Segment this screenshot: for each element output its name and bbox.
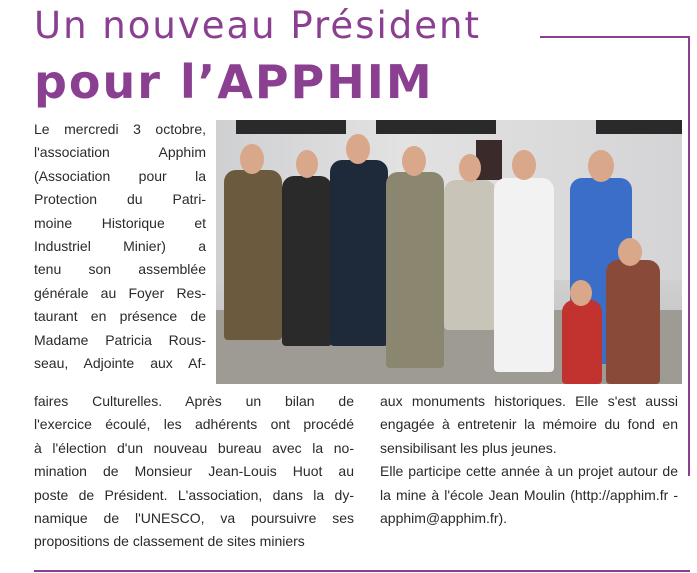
bottom-left-line: faires Culturelles. Après un bilan de [34, 393, 354, 409]
left-line: l'association Apphim [34, 144, 206, 161]
bottom-left-line: propositions de classement de sites miniers [34, 533, 305, 550]
bottom-left-line: poste de Président. L'association, dans la dy- [34, 486, 354, 503]
paragraph: aux monuments historiques. Elle s'est aussi engagée à entretenir la mémoire du fond en sensibilisant les plus jeunes. [380, 393, 678, 456]
left-line: taurant en présence de [34, 308, 206, 325]
bottom-left-text [34, 390, 354, 554]
bottom-left-line: mination de Monsieur Jean-Louis Huot au [34, 463, 354, 480]
left-line: (Association pour la [34, 167, 206, 184]
left-line: seau, Adjointe aux Af- [34, 355, 206, 372]
bottom-left-line: namique de l'UNESCO, va poursuivre ses [34, 510, 354, 527]
title-rule [540, 36, 690, 38]
left-line: moine Historique et [34, 214, 206, 231]
bottom-left-line: à l'élection d'un nouveau bureau avec la no- [34, 439, 354, 456]
group-photo [216, 120, 682, 384]
paragraph: Elle participe cette année à un projet autour de la mine à l'école Jean Moulin (http://apphim.fr - apphim@apphim.fr). [380, 463, 678, 527]
headline-line2: pour l’APPHIM [34, 55, 434, 109]
bottom-right-text [380, 390, 678, 530]
headline-line1: Un nouveau Président [34, 4, 481, 47]
bottom-rule [34, 570, 690, 572]
bottom-left-line: l'exercice écoulé, les adhérents ont procédé [34, 416, 354, 433]
frame-rule-right [688, 36, 690, 476]
left-line: Protection du Patri- [34, 191, 206, 208]
left-line: Industriel Minier) a [34, 238, 206, 255]
left-column-text [34, 118, 206, 375]
left-line: Le mercredi 3 octobre, [34, 121, 206, 137]
left-line: générale au Foyer Res- [34, 284, 206, 301]
left-line: tenu son assemblée [34, 261, 206, 278]
left-line: Madame Patricia Rous- [34, 331, 206, 348]
